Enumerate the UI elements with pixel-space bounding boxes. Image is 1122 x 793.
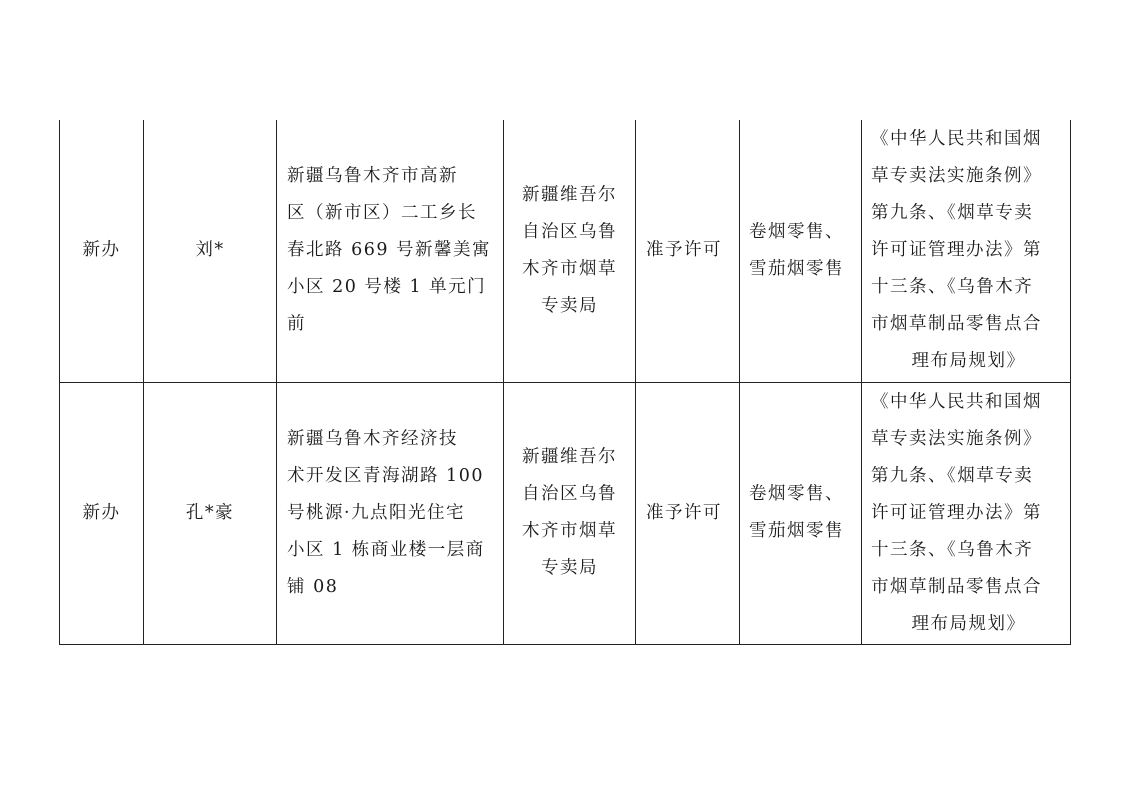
basis-line: 十三条、《乌鲁木齐 bbox=[871, 539, 1034, 560]
authority-line: 自治区乌鲁 bbox=[522, 221, 617, 242]
decision-result-cell: 准予许可 bbox=[636, 382, 740, 644]
legal-basis-cell bbox=[862, 382, 1071, 644]
basis-line: 十三条、《乌鲁木齐 bbox=[871, 277, 1034, 298]
address-line: 新疆乌鲁木齐市高新 bbox=[287, 166, 458, 187]
applicant-name-cell: 刘* bbox=[144, 120, 277, 382]
application-type-cell: 新办 bbox=[60, 120, 144, 382]
business-scope-cell bbox=[740, 382, 862, 644]
basis-line: 草专卖法实施条例》 bbox=[871, 428, 1042, 449]
business-address-cell bbox=[277, 120, 504, 382]
business-address-cell bbox=[277, 382, 504, 644]
application-type-cell: 新办 bbox=[60, 382, 144, 644]
scope-line: 卷烟零售、 bbox=[749, 484, 844, 504]
table-row bbox=[60, 120, 1071, 382]
address-line: 新疆乌鲁木齐经济技 bbox=[287, 428, 458, 449]
decision-result-cell: 准予许可 bbox=[636, 120, 740, 382]
table-row bbox=[60, 382, 1071, 644]
address-line: 小区 20 号楼 1 单元门 bbox=[287, 277, 487, 298]
licensing-authority-cell bbox=[504, 382, 636, 644]
authority-line: 专卖局 bbox=[541, 558, 598, 578]
basis-line: 草专卖法实施条例》 bbox=[871, 166, 1042, 187]
basis-line: 许可证管理办法》第 bbox=[871, 502, 1042, 523]
address-line: 前 bbox=[287, 314, 306, 335]
authority-line: 木齐市烟草 bbox=[522, 258, 617, 279]
applicant-name-cell: 孔*豪 bbox=[144, 382, 277, 644]
business-scope-cell bbox=[740, 120, 862, 382]
basis-line: 《中华人民共和国烟 bbox=[871, 391, 1042, 412]
authority-line: 新疆维吾尔 bbox=[522, 447, 617, 467]
authority-line: 自治区乌鲁 bbox=[522, 484, 617, 504]
basis-line: 市烟草制品零售点合 bbox=[871, 314, 1042, 335]
licensing-authority-cell bbox=[504, 120, 636, 382]
basis-line-last: 理布局规划》 bbox=[911, 613, 1026, 634]
scope-line: 雪茄烟零售 bbox=[749, 258, 844, 279]
scope-line: 雪茄烟零售 bbox=[749, 521, 844, 541]
address-line: 号桃源·九点阳光住宅 bbox=[287, 502, 466, 523]
address-line: 春北路 669 号新馨美寓 bbox=[287, 240, 492, 261]
authority-line: 专卖局 bbox=[541, 295, 598, 316]
basis-line: 第九条、《烟草专卖 bbox=[871, 203, 1034, 224]
authority-line: 木齐市烟草 bbox=[522, 521, 617, 541]
basis-line-last: 理布局规划》 bbox=[911, 351, 1026, 372]
address-line: 小区 1 栋商业楼一层商 bbox=[287, 539, 485, 560]
scope-line: 卷烟零售、 bbox=[749, 221, 844, 242]
legal-basis-cell bbox=[862, 120, 1071, 382]
authority-line: 新疆维吾尔 bbox=[522, 184, 617, 205]
basis-line: 许可证管理办法》第 bbox=[871, 240, 1042, 261]
basis-line: 市烟草制品零售点合 bbox=[871, 576, 1042, 597]
address-line: 区（新市区）二工乡长 bbox=[287, 203, 477, 224]
address-line: 铺 08 bbox=[287, 576, 339, 597]
basis-line: 第九条、《烟草专卖 bbox=[871, 465, 1034, 486]
license-table bbox=[59, 120, 1071, 645]
address-line: 术开发区青海湖路 100 bbox=[287, 465, 484, 486]
basis-line: 《中华人民共和国烟 bbox=[871, 129, 1042, 150]
